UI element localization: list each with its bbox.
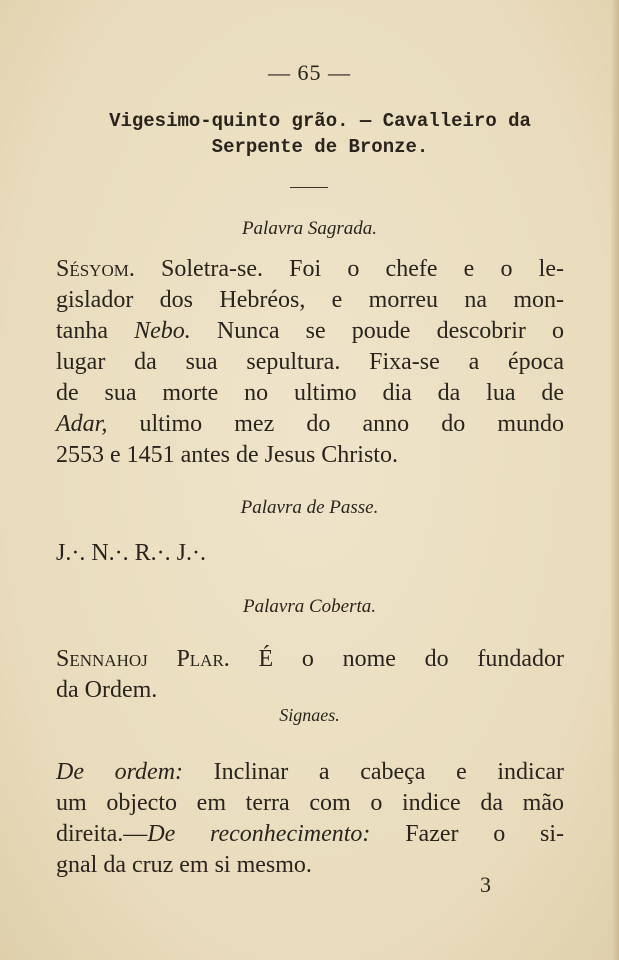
text-line: um objecto em terra com o indice da mão: [56, 790, 564, 816]
palavra-passe-text: J.·. N.·. R.·. J.·.: [56, 540, 206, 566]
nebo-word: Nebo.: [134, 318, 191, 344]
text-line: Sennahoj Plar. É o nome do fundador: [56, 646, 564, 672]
de-ordem-term: De ordem:: [56, 759, 184, 785]
text-line: 2553 e 1451 antes de Jesus Christo.: [56, 442, 398, 468]
de-reconhecimento-term: De reconhecimento:: [147, 821, 371, 847]
text-line: direita.—De reconhecimento: Fazer o si-: [56, 821, 565, 847]
text-line: lugar da sua sepultura. Fixa-se a época: [56, 349, 564, 375]
palavra-sagrada-paragraph: [56, 254, 564, 471]
signaes-paragraph: [56, 757, 564, 881]
text-line: De ordem: Inclinar a cabeça e indicar: [56, 759, 564, 785]
sacred-word: Sésyom.: [56, 256, 135, 282]
palavra-coberta-label: Palavra Coberta.: [243, 596, 376, 617]
text-line: tanha Nebo. Nunca se poude descobrir o: [56, 318, 564, 344]
palavra-coberta-paragraph: [56, 644, 564, 706]
text-line: Adar, ultimo mez do anno do mundo: [56, 411, 564, 437]
signature-folio-number: 3: [480, 872, 491, 897]
text-line: da Ordem.: [56, 677, 158, 703]
covered-word: Sennahoj Plar.: [56, 646, 230, 672]
page-number: — 65 —: [268, 60, 351, 85]
section-heading: [70, 108, 570, 160]
page-spine-edge: [611, 0, 619, 960]
palavra-sagrada-label: Palavra Sagrada.: [241, 218, 378, 239]
text-line: Sésyom. Soletra-se. Foi o chefe e o le-: [56, 256, 564, 282]
text-line: gnal da cruz em si mesmo.: [56, 852, 312, 878]
divider-rule: [290, 187, 328, 188]
text-line: gislador dos Hebréos, e morreu na mon-: [56, 287, 564, 313]
heading-line-2: Serpente de Bronze.: [211, 136, 429, 158]
signaes-label: Signaes.: [279, 705, 340, 725]
heading-line-1: Vigesimo-quinto grão. — Cavalleiro da: [109, 110, 531, 132]
text-line: de sua morte no ultimo dia da lua de: [56, 380, 564, 406]
palavra-passe-label: Palavra de Passe.: [240, 497, 379, 518]
adar-word: Adar,: [56, 411, 108, 437]
